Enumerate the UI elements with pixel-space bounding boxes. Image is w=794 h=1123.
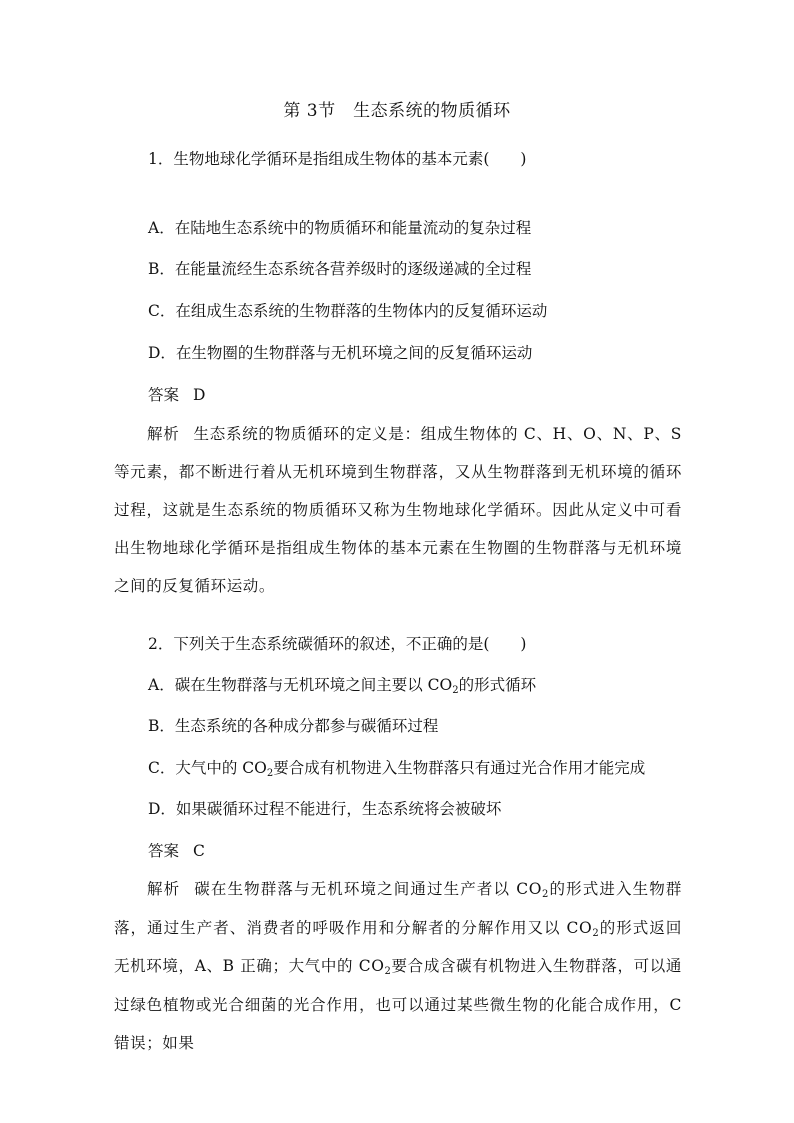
question-2-answer: [148, 839, 205, 861]
question-2-option-c: C．大气中的 $CO_2$要合成有机物进入生物群落只有通过光合作用才能完成: [148, 759, 646, 779]
answer-label: 答案: [148, 842, 180, 860]
analysis-text: 生态系统的物质循环的定义是：组成生物体的 C、H、O、N、P、S 等元素，都不断进行着从无机环境到生物群落，又从生物群落到无机环境的循环过程，这就是生态系统的物质循环又称为生物地球化学循环。因此从定义中可看出生物地球化学循环是指组成生物体的基本元素在生物圈的生物群落与无机环境之间的反复循环运动。: [114, 425, 683, 595]
question-1-option-c: C．在组成生态系统的生物群落的生物体内的反复循环运动: [148, 302, 548, 320]
page-title: 第 3节 生态系统的物质循环: [283, 101, 511, 121]
question-2-stem: 2．下列关于生态系统碳循环的叙述，不正确的是( ): [148, 635, 527, 653]
answer-value: C: [193, 842, 205, 860]
question-2-option-a: A．碳在生物群落与无机环境之间主要以 $CO_2$的形式循环: [148, 676, 537, 696]
answer-value: D: [193, 386, 206, 404]
answer-label: 答案: [148, 386, 180, 404]
question-2-analysis: 解析 碳在生物群落与无机环境之间通过生产者以 $CO_2$的形式进入生物群落，通过生产者、消费者的呼吸作用和分解者的分解作用又以 $CO_2$的形式返回无机环境，A、B 正确；大气中的 $CO_2$要合成含碳有机物进入生物群落，可以通过绿色植物或光合细菌的光合作用，也可以通过某些微生物的化能合成作用，C 错误；如果: [114, 880, 683, 1052]
question-2-option-b: B．生态系统的各种成分都参与碳循环过程: [148, 717, 439, 735]
question-1-stem: 1．生物地球化学循环是指组成生物体的基本元素( ): [148, 150, 527, 168]
question-1-option-b: B．在能量流经生态系统各营养级时的逐级递减的全过程: [148, 260, 532, 278]
question-1-option-a: A．在陆地生态系统中的物质循环和能量流动的复杂过程: [148, 219, 532, 237]
question-1-analysis: [114, 415, 682, 605]
question-1-answer: [148, 383, 205, 405]
analysis-label: 解析: [147, 425, 180, 443]
question-1-option-d: D．在生物圈的生物群落与无机环境之间的反复循环运动: [148, 344, 533, 362]
question-2-option-d: D．如果碳循环过程不能进行，生态系统将会被破坏: [148, 800, 502, 818]
analysis-label: 解析: [147, 880, 181, 898]
